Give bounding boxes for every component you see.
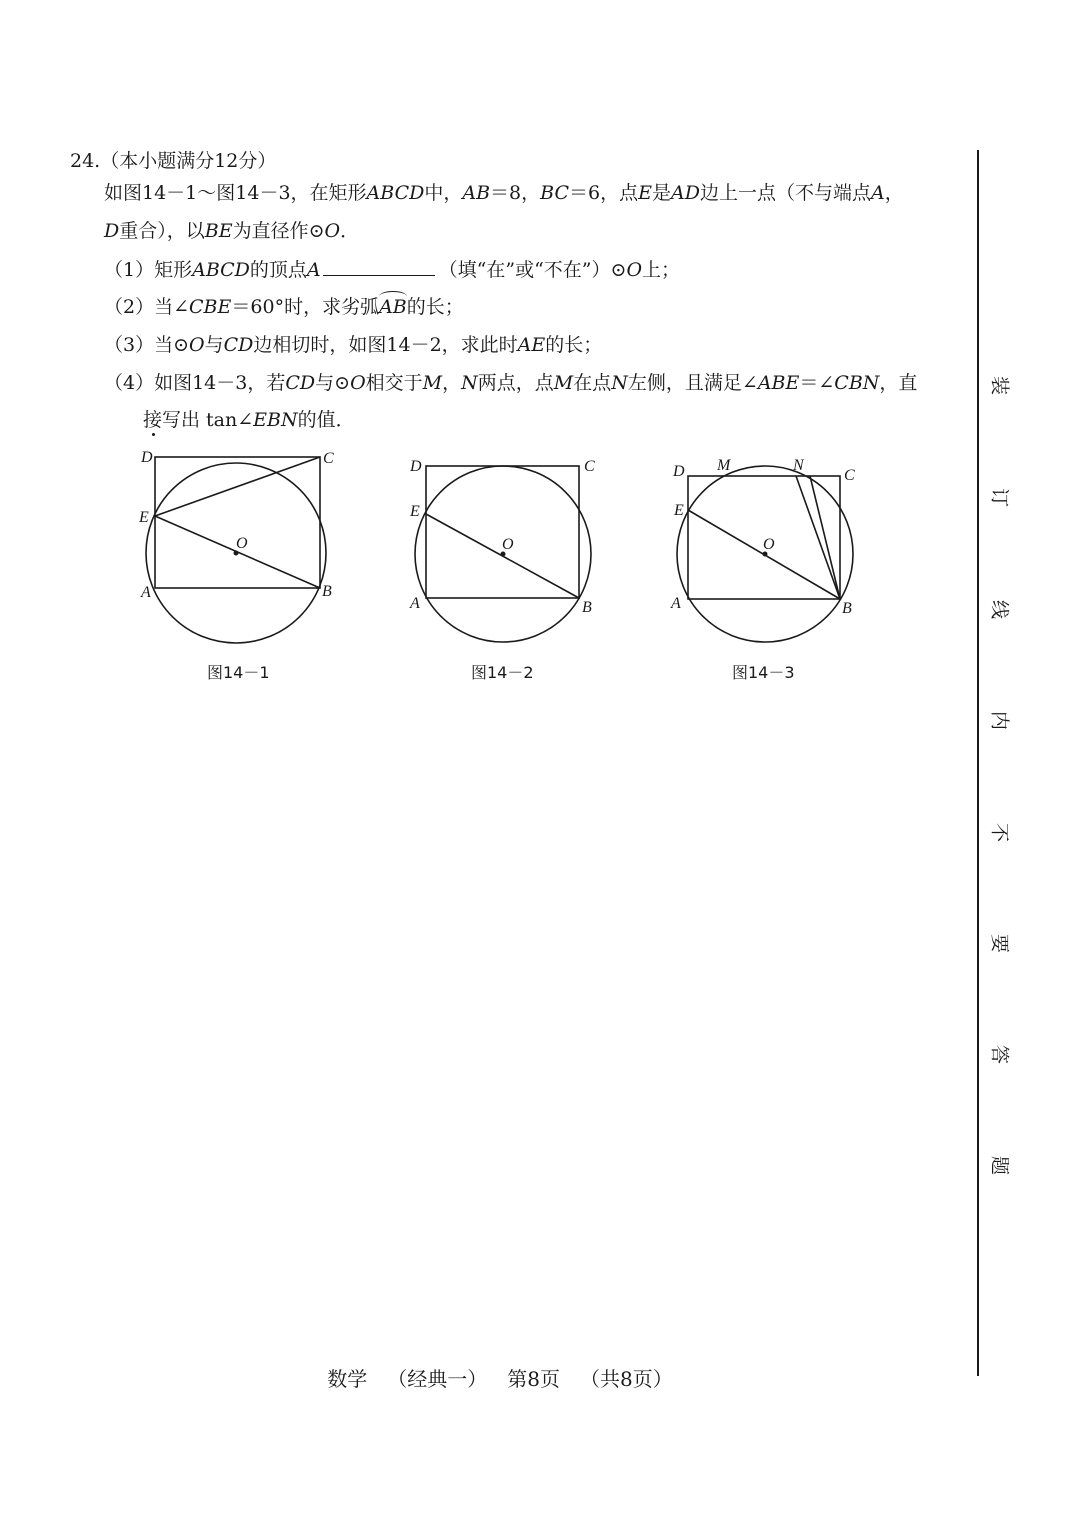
figure-14-3: [665, 452, 885, 662]
binding-line: [977, 150, 979, 1376]
label-d: D: [673, 463, 685, 480]
label-n: N: [793, 457, 804, 474]
label-a: A: [410, 595, 420, 612]
figure-14-2-caption: 图14－2: [471, 663, 534, 682]
label-b: B: [322, 583, 332, 600]
label-o: O: [763, 536, 775, 553]
label-e: E: [410, 503, 420, 520]
page-footer: [0, 1363, 1000, 1392]
label-e: E: [674, 502, 684, 519]
part-3: （3）当⊙O与CD边相切时，如图14－2，求此时AE的长；: [104, 334, 603, 356]
label-o: O: [236, 535, 248, 552]
label-b: B: [842, 600, 852, 617]
label-e: E: [139, 509, 149, 526]
footer-subject: 数学: [327, 1367, 368, 1391]
part-1: （1）矩形ABCD的顶点A （填“在”或“不在”）⊙O上；: [104, 259, 681, 281]
emphasis-dot: [152, 433, 155, 436]
segment-bc-inner: [810, 476, 840, 599]
label-a: A: [141, 584, 151, 601]
binding-char-1: 装: [988, 375, 1011, 395]
footer-edition: （经典一）: [387, 1367, 488, 1391]
figure-14-1-caption: 图14－1: [207, 663, 270, 682]
part-2: （2）当∠CBE＝60°时，求劣弧AB的长；: [104, 296, 464, 318]
footer-total: （共8页）: [580, 1367, 673, 1391]
segment-ec: [155, 457, 320, 516]
rectangle-abcd: [155, 457, 320, 588]
label-d: D: [141, 449, 153, 466]
label-b: B: [582, 599, 592, 616]
binding-char-3: 线: [988, 599, 1011, 619]
label-c: C: [584, 458, 595, 475]
label-c: C: [323, 450, 334, 467]
figure-14-2: [400, 450, 615, 665]
binding-char-2: 订: [988, 487, 1011, 507]
binding-char-5: 不: [988, 822, 1011, 842]
question-number: 24.（本小题满分12分）: [70, 150, 277, 172]
label-c: C: [844, 467, 855, 484]
label-a: A: [671, 595, 681, 612]
binding-char-8: 题: [988, 1155, 1011, 1175]
label-o: O: [502, 536, 514, 553]
figure-14-3-caption: 图14－3: [732, 663, 795, 682]
label-m: M: [717, 457, 731, 474]
footer-page: 第8页: [507, 1367, 560, 1391]
binding-char-4: 内: [988, 710, 1011, 730]
minor-arc-ab: AB: [379, 296, 407, 318]
part-4-line-2: 接写出 tan∠EBN的值．: [143, 409, 355, 431]
answer-blank[interactable]: [323, 259, 435, 276]
figure-14-1: [130, 440, 350, 655]
segment-bn: [796, 476, 840, 599]
binding-char-6: 要: [988, 933, 1011, 953]
part-4-line-1: （4）如图14－3，若CD与⊙O相交于M，N两点，点M在点N左侧，且满足∠ABE＝∠CBN，直: [104, 372, 918, 394]
binding-char-7: 答: [988, 1044, 1011, 1064]
stem-line-1: 如图14－1～图14－3，在矩形ABCD中，AB＝8，BC＝6，点E是AD边上一点（不与端点A，: [104, 182, 904, 204]
label-d: D: [410, 458, 422, 475]
rectangle-abcd: [426, 466, 579, 598]
stem-line-2: D重合），以BE为直径作⊙O．: [104, 220, 360, 242]
